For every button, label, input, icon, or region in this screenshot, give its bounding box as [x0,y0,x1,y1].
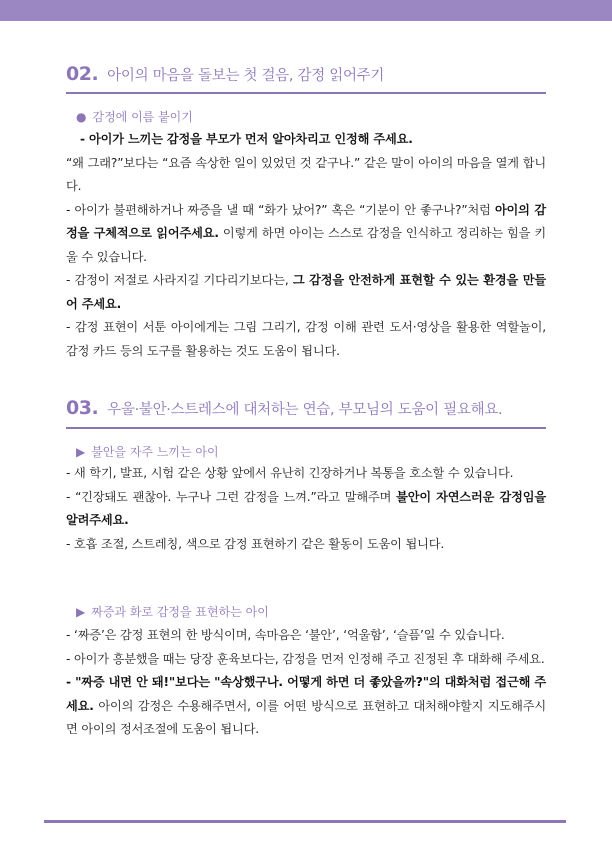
s02-para-1: - 아이가 느끼는 감정을 부모가 먼저 알아차리고 인정해 주세요. [80,132,413,146]
section-02-number: 02. [66,63,99,85]
s03-para-1: - 새 학기, 발표, 시험 같은 상황 앞에서 유난히 긴장하거나 복통을 호소할 수 있습니다. [66,466,514,480]
s02-para-5: - 감정 표현이 서툰 아이에게는 그림 그리기, 감정 이해 관련 도서·영상을 활용한 역할놀이, 감정 카드 등의 도구를 활용하는 것도 도움이 됩니다. [66,320,546,358]
section-02-subtitle: 감정에 이름 붙이기 [92,110,193,124]
section-03-subheading-2 [76,603,269,620]
s02-para-4: - 감정이 저절로 사라지길 기다리기보다는, 그 감정을 안전하게 표현할 수 있는 환경을 만들어 주세요. [66,273,547,311]
section-03-body-1 [66,462,546,556]
section-03-subtitle-1: 불안을 자주 느끼는 아이 [91,445,219,459]
section-03-title: 우울·불안·스트레스에 대처하는 연습, 부모님의 도움이 필요해요. [107,402,503,418]
bullet-circle-icon: ● [76,110,87,124]
section-03-body-2 [66,624,546,742]
s03-para-6: - "짜증 내면 안 돼!"보다는 "속상했구나. 어떻게 하면 더 좋았을까?"의 대화처럼 접근해 주세요. 아이의 감정은 수용해주면서, 이를 어떤 방식으로 표현하고 대처해야할지 지도해주시면 아이의 정서조절에 도움이 됩니다. [66,675,546,736]
section-03-rule [66,427,546,429]
s02-para-3: - 아이가 불편해하거나 짜증을 낼 때 “화가 났어?” 혹은 “기분이 안 좋구나?”처럼 아이의 감정을 구체적으로 읽어주세요. 이렇게 하면 아이는 스스로 감정을 인식하고 정리하는 힘을 키울 수 있습니다. [66,202,546,264]
triangle-right-icon: ▶ [76,445,86,459]
section-03-heading [66,397,502,419]
s03-para-2: - “긴장돼도 괜찮아. 누구나 그런 감정을 느껴.”라고 말해주며 불안이 자연스러운 감정임을 알려주세요. [66,489,546,527]
section-03-subheading-1 [76,443,219,460]
s02-para-2: “왜 그래?”보다는 “요즘 속상한 일이 있었던 것 같구나.” 같은 말이 아이의 마음을 열게 합니다. [66,155,546,193]
section-03-subtitle-2: 짜증과 화로 감정을 표현하는 아이 [91,605,269,619]
section-02-heading [66,63,384,85]
section-02-rule [66,92,546,94]
section-02-title: 아이의 마음을 돌보는 첫 걸음, 감정 읽어주기 [107,68,385,84]
footer-rule [44,820,566,823]
s03-para-5: - 아이가 흥분했을 때는 당장 훈육보다는, 감정을 먼저 인정해 주고 진정된 후 대화해 주세요. [66,651,545,666]
header-band [0,0,612,21]
triangle-right-icon: ▶ [76,605,86,619]
s03-para-4: - ‘짜증’은 감정 표현의 한 방식이며, 속마음은 ‘불안’, ‘억울함’, ‘슬픔’일 수 있습니다. [66,628,505,642]
s03-para-3: - 호흡 조절, 스트레칭, 색으로 감정 표현하기 같은 활동이 도움이 됩니다. [66,536,445,551]
section-02-body [66,128,546,363]
section-02-subheading [76,108,193,125]
section-03-number: 03. [66,397,99,419]
